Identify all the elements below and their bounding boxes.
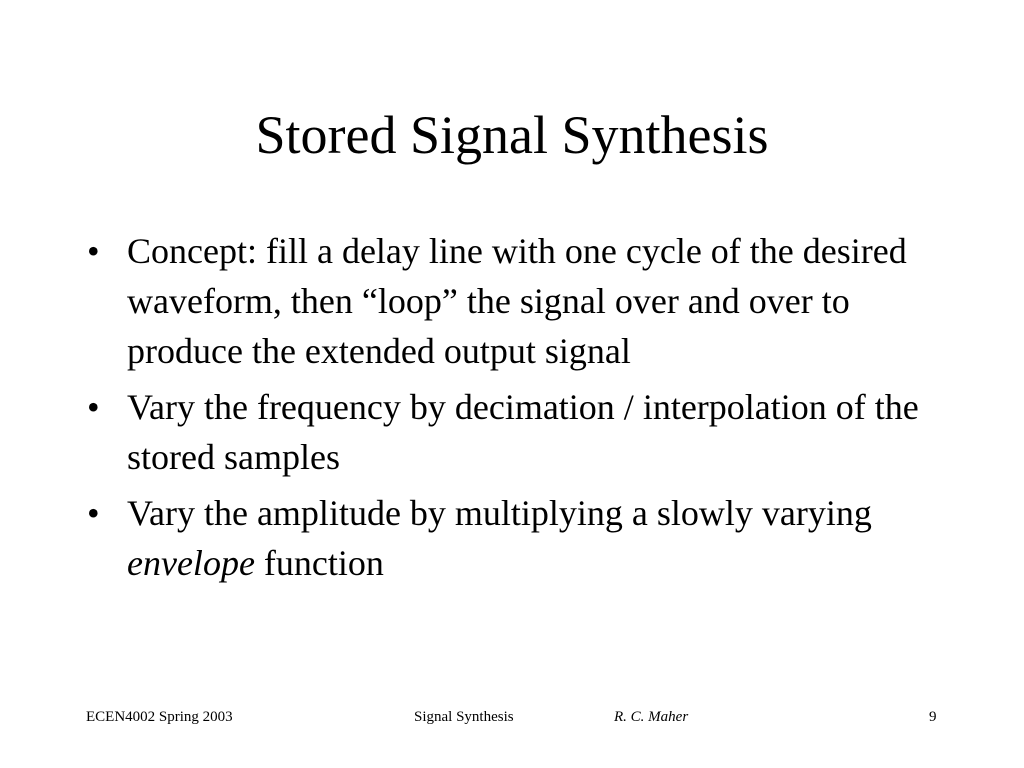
footer-author: R. C. Maher <box>614 709 689 725</box>
bullet-item-frequency <box>87 382 937 482</box>
bullet-emphasis: envelope <box>127 543 255 583</box>
bullet-marker: • <box>87 231 100 271</box>
bullet-list <box>87 226 937 594</box>
page-number: 9 <box>929 709 937 725</box>
bullet-text: Vary the frequency by decimation / interpolation of the stored samples <box>127 387 919 477</box>
bullet-item-concept <box>87 226 937 376</box>
bullet-item-amplitude <box>87 488 937 588</box>
bullet-text-before: Vary the amplitude by multiplying a slowly varying <box>127 493 872 533</box>
bullet-text: Concept: fill a delay line with one cycle of the desired waveform, then “loop” the signal over and over to produce the extended output signal <box>127 231 907 371</box>
bullet-marker: • <box>87 493 100 533</box>
bullet-text-after: function <box>254 543 384 583</box>
footer-course: ECEN4002 Spring 2003 <box>86 709 233 725</box>
bullet-marker: • <box>87 387 100 427</box>
slide-title: Stored Signal Synthesis <box>255 105 769 165</box>
footer-topic: Signal Synthesis <box>414 709 514 725</box>
